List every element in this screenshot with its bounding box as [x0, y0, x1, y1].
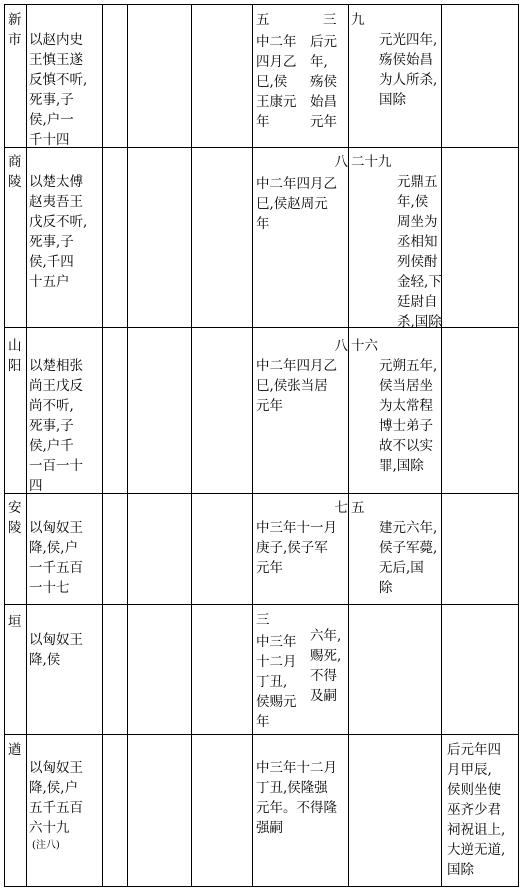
enfeoffment-reason: 以赵内史 王慎王遂 反慎不听, 死事,子 侯,户一 千十四: [29, 32, 88, 148]
reign-entry: 后元 年, 殇侯 始昌 元年: [310, 34, 337, 130]
marquis-name: 山 阳: [8, 338, 22, 374]
reign-entry: 六年, 赐死, 不得 及嗣: [310, 628, 342, 704]
enfeoffment-reason: 以匈奴王 降,侯,户 一千五百 一十七: [29, 520, 83, 596]
marquis-name: 新 市: [8, 12, 22, 48]
marquis-name: 商 陵: [8, 154, 22, 190]
years-count: 十六: [351, 338, 378, 354]
years-count: 三: [323, 12, 337, 28]
years-count: 八: [334, 154, 348, 170]
reign-entry: 元朔五年, 侯当居坐 为太常程 博士弟子 故不以实 罪,国除: [379, 358, 438, 474]
years-count: 七: [334, 500, 348, 516]
reign-entry: 中三年十二月 丁丑,侯隆强 元年。不得隆 强嗣: [256, 760, 337, 836]
years-count: 九: [351, 12, 365, 28]
reign-entry: 后元年四 月甲辰, 侯则坐使 巫齐少君 祠祝诅上, 大逆无道, 国除: [447, 742, 506, 878]
reign-entry: 建元六年, 侯子军薨, 无后,国 除: [379, 520, 438, 596]
enfeoffment-reason: 以楚太傅 赵夷吾王 戊反不听, 死事,子 侯,千四 十五户: [29, 174, 88, 290]
reign-entry: 元光四年, 殇侯始昌 为人所杀, 国除: [379, 32, 438, 108]
reign-entry: 中三年 十二月 丁丑, 侯赐元 年: [256, 634, 297, 730]
reign-entry: 中二年 四月乙 巳,侯 王康元 年: [256, 34, 297, 130]
marquis-name: 垣: [8, 614, 22, 630]
reign-entry: 元鼎五 年,侯 周坐为 丞相知 列侯酎 金轻,下 廷尉自 杀,国除: [397, 174, 442, 330]
enfeoffment-reason: 以匈奴王 降,侯: [29, 632, 83, 668]
years-count: 八: [334, 338, 348, 354]
years-count: 三: [256, 612, 270, 628]
enfeoffment-reason: 以楚相张 尚王戊反 尚不听, 死事,子 侯,户千 一百一十 四: [29, 358, 83, 494]
enfeoffment-reason: 以匈奴王 降,侯,户 五千五百 六十九: [29, 760, 83, 836]
reign-entry: 中二年四月乙 巳,侯张当居 元年: [256, 358, 337, 414]
years-count: 五: [256, 12, 270, 28]
years-count: 二十九: [351, 154, 392, 170]
reign-entry: 中三年十一月 庚子,侯子军 元年: [256, 520, 337, 576]
reign-entry: 中二年四月乙 巳,侯赵周元 年: [256, 176, 337, 232]
marquis-name: 安 陵: [8, 500, 22, 536]
years-count: 五: [351, 500, 365, 516]
marquis-name: 遒: [8, 742, 22, 758]
annotation-note: (注八): [32, 840, 60, 851]
